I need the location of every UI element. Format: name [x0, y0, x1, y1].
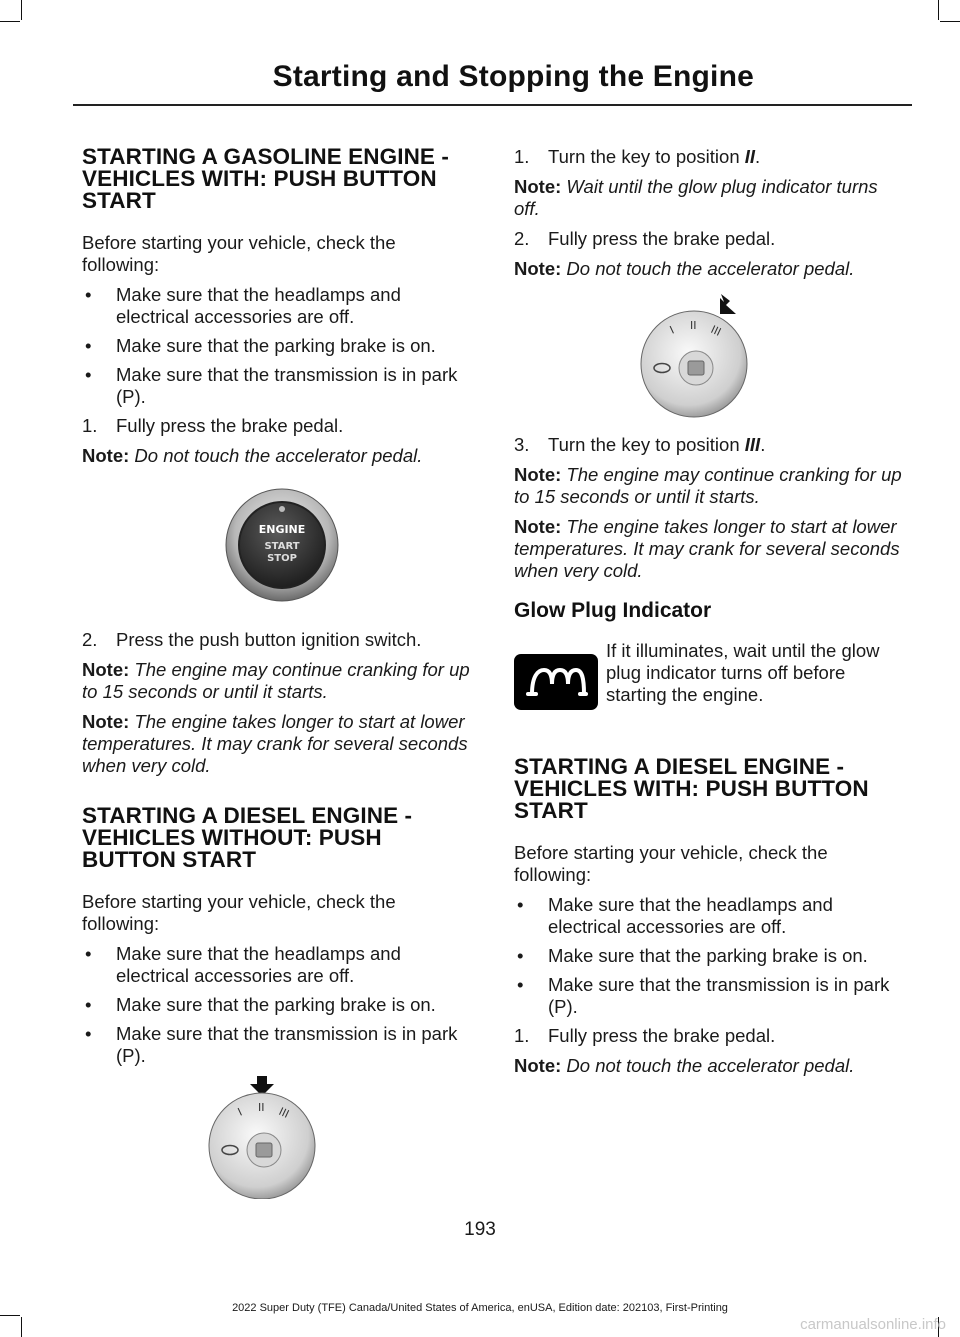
svg-text:II: II	[258, 1101, 265, 1114]
crop-mark	[21, 1317, 22, 1337]
section-heading-gasoline: STARTING A GASOLINE ENGINE - VEHICLES WITH: PUSH BUTTON START	[82, 144, 449, 213]
step-1: 1. Fully press the brake pedal.	[514, 1025, 776, 1046]
section-heading-diesel-no-push: STARTING A DIESEL ENGINE - VEHICLES WITHOUT: PUSH BUTTON START	[82, 803, 413, 872]
list-item: • Make sure that the headlamps and electrical accessories are off.	[85, 943, 401, 986]
svg-text:II: II	[690, 319, 697, 332]
ignition-switch-icon	[514, 290, 908, 418]
engine-start-stop-button-icon	[82, 485, 476, 615]
glow-plug-indicator-icon	[514, 654, 598, 710]
svg-text:ENGINE: ENGINE	[258, 523, 306, 536]
step-2: 2. Press the push button ignition switch.	[82, 629, 422, 650]
list-item: • Make sure that the transmission is in park (P).	[85, 1023, 458, 1066]
crop-mark	[938, 0, 939, 20]
push-button-figure	[82, 485, 476, 615]
svg-text:III: III	[708, 322, 724, 339]
ignition-key-figure	[514, 290, 908, 418]
svg-text:STOP: STOP	[267, 553, 297, 564]
checklist	[82, 943, 476, 1067]
glow-plug-heading: Glow Plug Indicator	[514, 599, 712, 622]
list-item: • Make sure that the parking brake is on.	[517, 945, 868, 966]
page-title: Starting and Stopping the Engine	[272, 60, 754, 93]
right-column	[514, 146, 908, 1085]
note: Note: The engine may continue cranking for up to 15 seconds or until it starts.	[82, 659, 470, 702]
svg-text:III: III	[276, 1104, 292, 1121]
crop-mark	[0, 1315, 20, 1316]
intro-text: Before starting your vehicle, check the following:	[514, 842, 828, 885]
list-item: • Make sure that the transmission is in park (P).	[517, 974, 890, 1017]
crop-mark	[940, 21, 960, 22]
section-heading-diesel-push: STARTING A DIESEL ENGINE - VEHICLES WITH: PUSH BUTTON START	[514, 754, 869, 823]
svg-text:START: START	[264, 541, 300, 552]
intro-text: Before starting your vehicle, check the following:	[82, 891, 396, 934]
left-column	[82, 146, 476, 1213]
intro-text: Before starting your vehicle, check the following:	[82, 232, 396, 275]
footer-edition: 2022 Super Duty (TFE) Canada/United States of America, enUSA, Edition date: 202103, First-Printing	[232, 1302, 728, 1314]
watermark: carmanualsonline.info	[800, 1316, 946, 1333]
note: Note: Do not touch the accelerator pedal.	[514, 1055, 855, 1076]
ignition-key-figure	[82, 1074, 476, 1199]
checklist	[514, 894, 908, 1018]
list-item: • Make sure that the transmission is in park (P).	[85, 364, 458, 407]
crop-mark	[21, 0, 22, 20]
page-number: 193	[464, 1219, 496, 1240]
step-2: 2. Fully press the brake pedal.	[514, 228, 776, 249]
step-3: 3. Turn the key to position III.	[514, 434, 766, 455]
svg-text:I: I	[235, 1105, 245, 1119]
list-item: • Make sure that the headlamps and electrical accessories are off.	[85, 284, 401, 327]
note: Note: Wait until the glow plug indicator turns off.	[514, 176, 878, 219]
step-1: 1. Turn the key to position II.	[514, 146, 761, 167]
step-1: 1. Fully press the brake pedal.	[82, 415, 344, 436]
header-divider	[73, 104, 912, 106]
note: Note: Do not touch the accelerator pedal.	[82, 445, 423, 466]
list-item: • Make sure that the parking brake is on.	[85, 994, 436, 1015]
glow-plug-text: If it illuminates, wait until the glow plug indicator turns off before starting the engine.	[606, 640, 880, 705]
glow-plug-indicator-row	[514, 640, 908, 726]
list-item: • Make sure that the parking brake is on.	[85, 335, 436, 356]
checklist	[82, 284, 476, 408]
note: Note: Do not touch the accelerator pedal.	[514, 258, 855, 279]
note: Note: The engine takes longer to start at lower temperatures. It may crank for several seconds when very cold.	[82, 711, 468, 776]
note: Note: The engine takes longer to start at lower temperatures. It may crank for several seconds when very cold.	[514, 516, 900, 581]
crop-mark	[0, 21, 20, 22]
svg-text:I: I	[667, 323, 677, 337]
note: Note: The engine may continue cranking for up to 15 seconds or until it starts.	[514, 464, 902, 507]
list-item: • Make sure that the headlamps and electrical accessories are off.	[517, 894, 833, 937]
ignition-switch-icon	[82, 1074, 476, 1199]
